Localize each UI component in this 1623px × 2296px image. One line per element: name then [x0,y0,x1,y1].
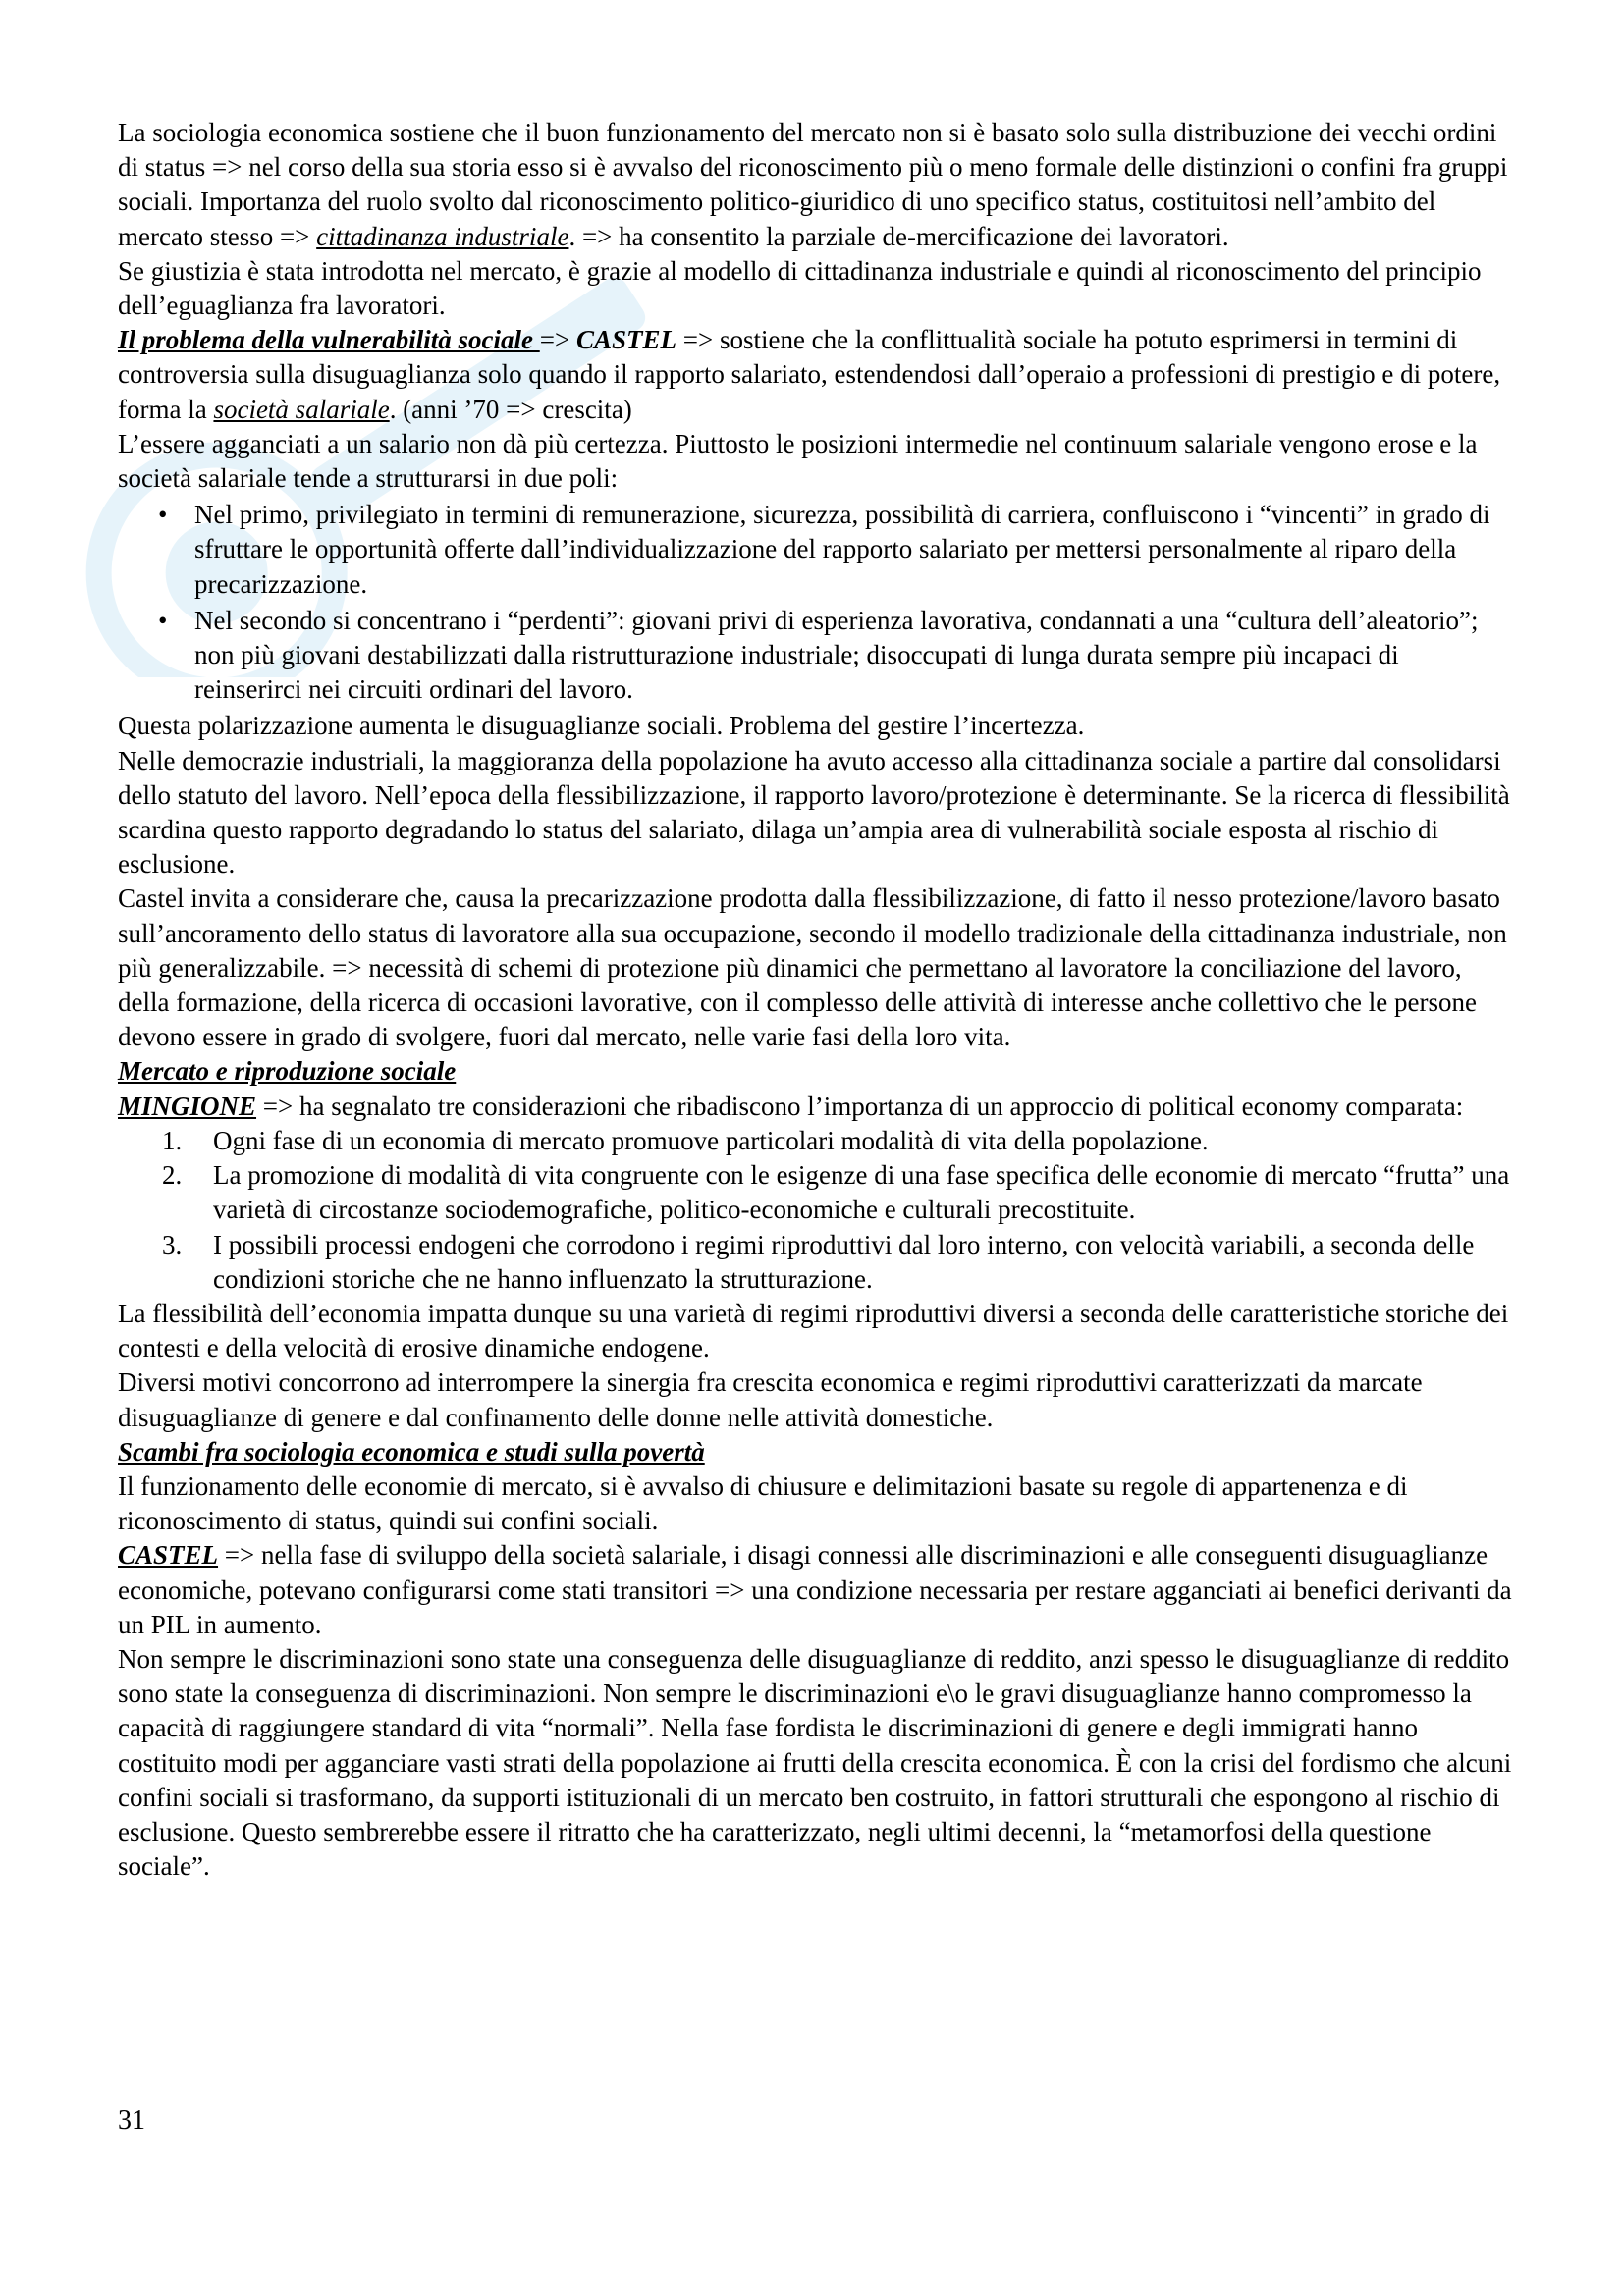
paragraph-democrazie: Nelle democrazie industriali, la maggioranza della popolazione ha avuto accesso alla cittadinanza sociale a partire dal consolidarsi dello statuto del lavoro. Nell’epoca della flessibilizzazione, il rapporto lavoro/protezione è determinante. Se la ricerca di flessibilità scardina questo rapporto degradando lo status del salariato, dilaga un’ampia area di vulnerabilità sociale esposta al rischio di esclusione. [118,745,1510,880]
paragraph-intro: La sociologia economica sostiene che il buon funzionamento del mercato non si è basato solo sulla distribuzione dei vecchi ordini di status => nel corso della sua storia esso si è avvalso del riconoscimento più o meno formale delle distinzioni o confini fra gruppi sociali. Importanza del ruolo svolto dal riconoscimento politico-giuridico di uno specifico status, costituitosi nell’ambito del mercato stesso => cittadinanza industriale. => ha consentito la parziale de-mercificazione dei lavoratori. [118,118,1508,251]
paragraph-flessibilita: La flessibilità dell’economia impatta dunque su una varietà di regimi riproduttivi diversi a seconda delle caratteristiche storiche dei contesti e della velocità di erosive dinamiche endogene. [118,1298,1509,1363]
paragraph-giustizia: Se giustizia è stata introdotta nel mercato, è grazie al modello di cittadinanza industriale e quindi al riconoscimento del principio dell’eguaglianza fra lavoratori. [118,255,1482,321]
page-number: 31 [118,2106,145,2136]
bullet-icon: • [158,605,168,635]
section-heading-mercato: Mercato e riproduzione sociale [118,1056,457,1087]
paragraph-castel-invita: Castel invita a considerare che, causa la precarizzazione prodotta dalla flessibilizzazione, di fatto il nesso protezione/lavoro basato sull’ancoramento dello status di lavoratore alla sua occupazione, secondo il modello tradizionale della cittadinanza industriale, non più generalizzabile. => necessità di schemi di protezione più dinamici che permettano al lavoratore la conciliazione del lavoro, della formazione, della ricerca di occasioni lavorative, con il complesso delle attività di interesse anche collettivo che le persone devono essere in grado di svolgere, fuori dal mercato, nelle varie fasi della loro vita. [118,883,1507,1052]
author-castel: CASTEL [118,1540,219,1571]
list-item: 1. Ogni fase di un economia di mercato promuove particolari modalità di vita della popolazione. [162,1125,1209,1155]
list-item: • Nel secondo si concentrano i “perdenti”: giovani privi di esperienza lavorativa, condannati a una “cultura dell’aleatorio”; non più giovani destabilizzati dalla ristrutturazione industriale; disoccupati di lunga durata sempre più incapaci di reinserirci nei circuiti ordinari del lavoro. [158,605,1479,705]
numbered-list-considerazioni [118,1124,1512,1297]
document-page [118,116,1512,1884]
paragraph-funzionamento: Il funzionamento delle economie di mercato, si è avvalso di chiusure e delimitazioni basate su regole di appartenenza e di riconoscimento di status, quindi sui confini sociali. [118,1470,1408,1536]
list-item: 2. La promozione di modalità di vita congruente con le esigenze di una fase specifica delle economie di mercato “frutta” una varietà di circostanze sociodemografiche, politico-economiche e culturali precostituite. [162,1160,1510,1225]
term-societa-salariale: società salariale [213,394,390,424]
paragraph-motivi: Diversi motivi concorrono ad interrompere la sinergia fra crescita economica e regimi riproduttivi caratterizzati da marcate disuguaglianze di genere e dal confinamento delle donne nelle attività domestiche. [118,1367,1423,1432]
section-heading-scambi: Scambi fra sociologia economica e studi sulla povertà [118,1436,705,1467]
paragraph-discriminazioni: Non sempre le discriminazioni sono state una conseguenza delle disuguaglianze di reddito, anzi spesso le disuguaglianze di reddito sono state la conseguenza di discriminazioni. Non sempre le discriminazioni e\o le gravi disuguaglianze hanno compromesso la capacità di raggiungere standard di vita “normali”. Nella fase fordista le discriminazioni di genere e degli immigrati hanno costituito modi per agganciare vasti strati della popolazione ai frutti della crescita economica. È con la crisi del fordismo che alcuni confini sociali si trasformano, da supporti istituzionali di un mercato ben costruito, in fattori strutturali che espongono al rischio di esclusione. Questo sembrerebbe essere il ritratto che ha caratterizzato, negli ultimi decenni, la “metamorfosi della questione sociale”. [118,1643,1512,1882]
paragraph-castel-fase: CASTEL => nella fase di sviluppo della società salariale, i disagi connessi alle discriminazioni e alle conseguenti disuguaglianze economiche, potevano configurarsi come stati transitori => una condizione necessaria per restare agganciati ai benefici derivanti da un PIL in aumento. [118,1540,1512,1639]
author-mingione: MINGIONE [118,1091,257,1121]
section-vulnerabilita: Il problema della vulnerabilità sociale => CASTEL => sostiene che la conflittualità sociale ha potuto esprimersi in termini di controversia sulla disuguaglianza solo quando il rapporto salariato, estendendosi dall’operaio a professioni di prestigio e di potere, forma la società salariale. (anni ’70 => crescita) [118,325,1501,424]
paragraph-polarizzazione: Questa polarizzazione aumenta le disuguaglianze sociali. Problema del gestire l’incertezza. [118,711,1085,741]
author-castel: CASTEL [575,325,676,355]
list-item: • Nel primo, privilegiato in termini di remunerazione, sicurezza, possibilità di carriera, confluiscono i “vincenti” in grado di sfruttare le opportunità offerte dall’individualizzazione del rapporto salariato per mettersi personalmente al riparo della precarizzazione. [158,500,1490,599]
paragraph-mingione: MINGIONE => ha segnalato tre considerazioni che ribadiscono l’importanza di un approccio di political economy comparata: [118,1091,1464,1121]
bullet-icon: • [158,500,168,530]
term-cittadinanza-industriale: cittadinanza industriale [316,221,569,251]
list-item: 3. I possibili processi endogeni che corrodono i regimi riproduttivi dal loro interno, con velocità variabili, a seconda delle condizioni storiche che ne hanno influenzato la strutturazione. [162,1229,1475,1294]
paragraph-salario: L’essere agganciati a un salario non dà più certezza. Piuttosto le posizioni intermedie nel continuum salariale vengono erose e la società salariale tende a strutturarsi in due poli: [118,428,1478,494]
section-heading-vulnerabilita: Il problema della vulnerabilità sociale [118,325,540,355]
bullet-list-poli [118,498,1512,707]
